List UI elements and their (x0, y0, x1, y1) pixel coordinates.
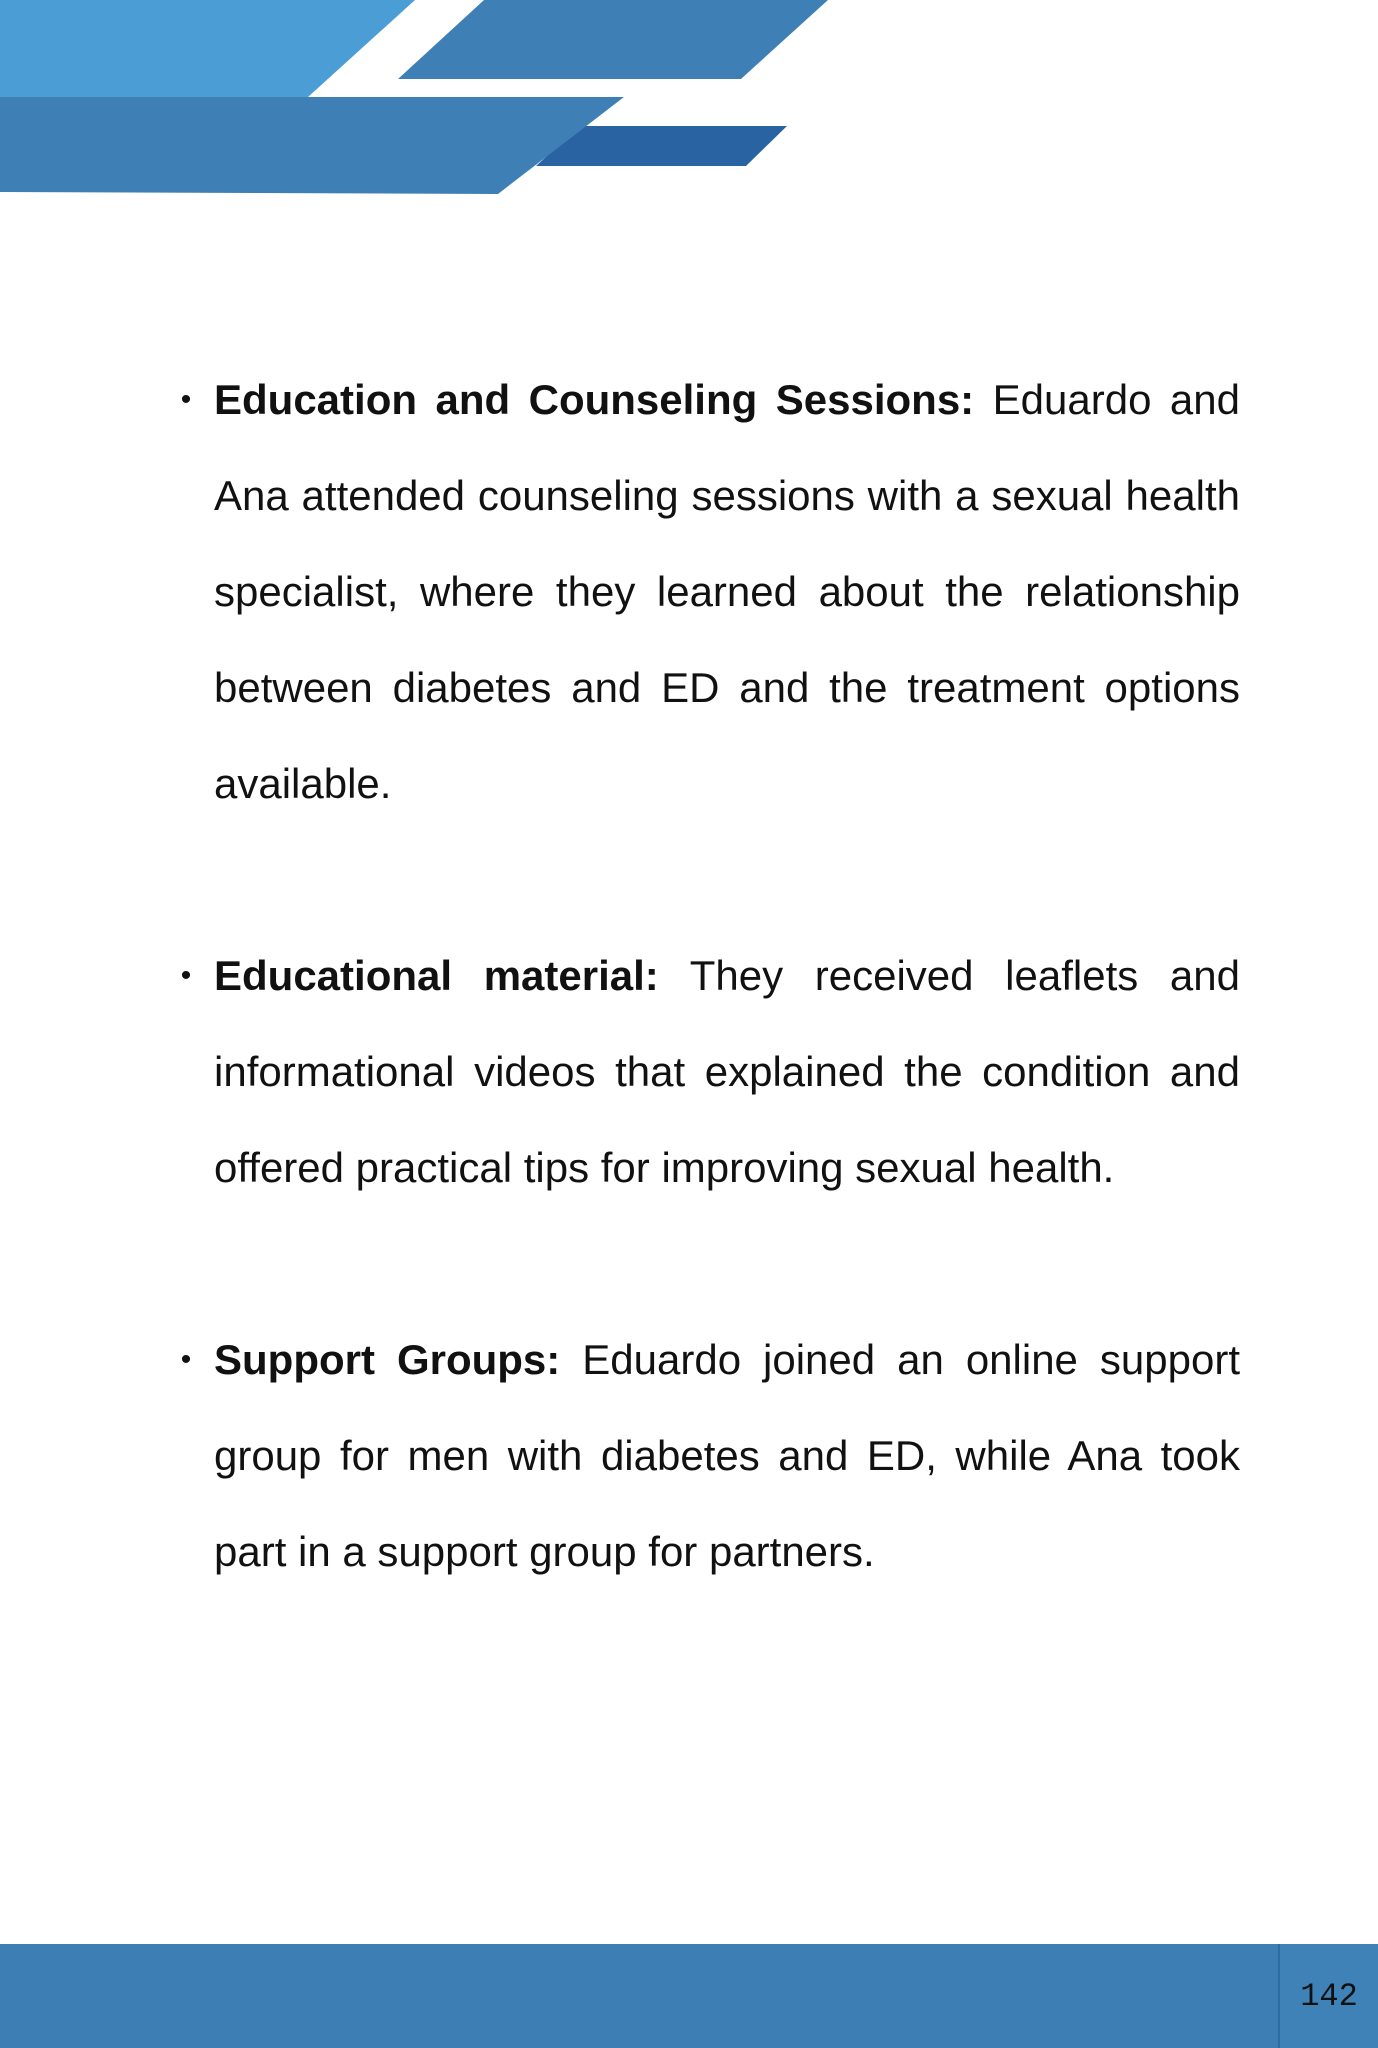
header-shape-main-band (0, 97, 624, 194)
list-item (176, 1312, 1240, 1600)
page-number: 142 (1300, 1977, 1358, 2015)
bullet-text: Eduardo joined an online support group for men with diabetes and ED, while Ana took part in a support group for partners. (214, 1336, 1240, 1575)
bullet-text: They received leaflets and informational videos that explained the condition and offered practical tips for improving sexual health. (214, 952, 1241, 1191)
bullet-text: Eduardo and Ana attended counseling sessions with a sexual health specialist, where they learned about the relationship between diabetes and ED and the treatment options available. (214, 376, 1240, 807)
bullet-dot: • (180, 383, 192, 416)
bullet-dot: • (180, 959, 192, 992)
list-item (176, 352, 1240, 832)
header-decoration (0, 0, 1378, 220)
main-content (176, 352, 1240, 1600)
bullet-list (176, 352, 1240, 1600)
header-shape-light (0, 0, 415, 97)
bullet-term: Educational material: (214, 952, 659, 999)
footer-bar (0, 1944, 1378, 2048)
bullet-dot: • (180, 1343, 192, 1376)
page-number-box (1278, 1944, 1378, 2048)
list-item (176, 928, 1240, 1216)
bullet-term: Support Groups: (214, 1336, 561, 1383)
bullet-term: Education and Counseling Sessions: (214, 376, 975, 423)
header-shape-upper-right (398, 0, 828, 79)
